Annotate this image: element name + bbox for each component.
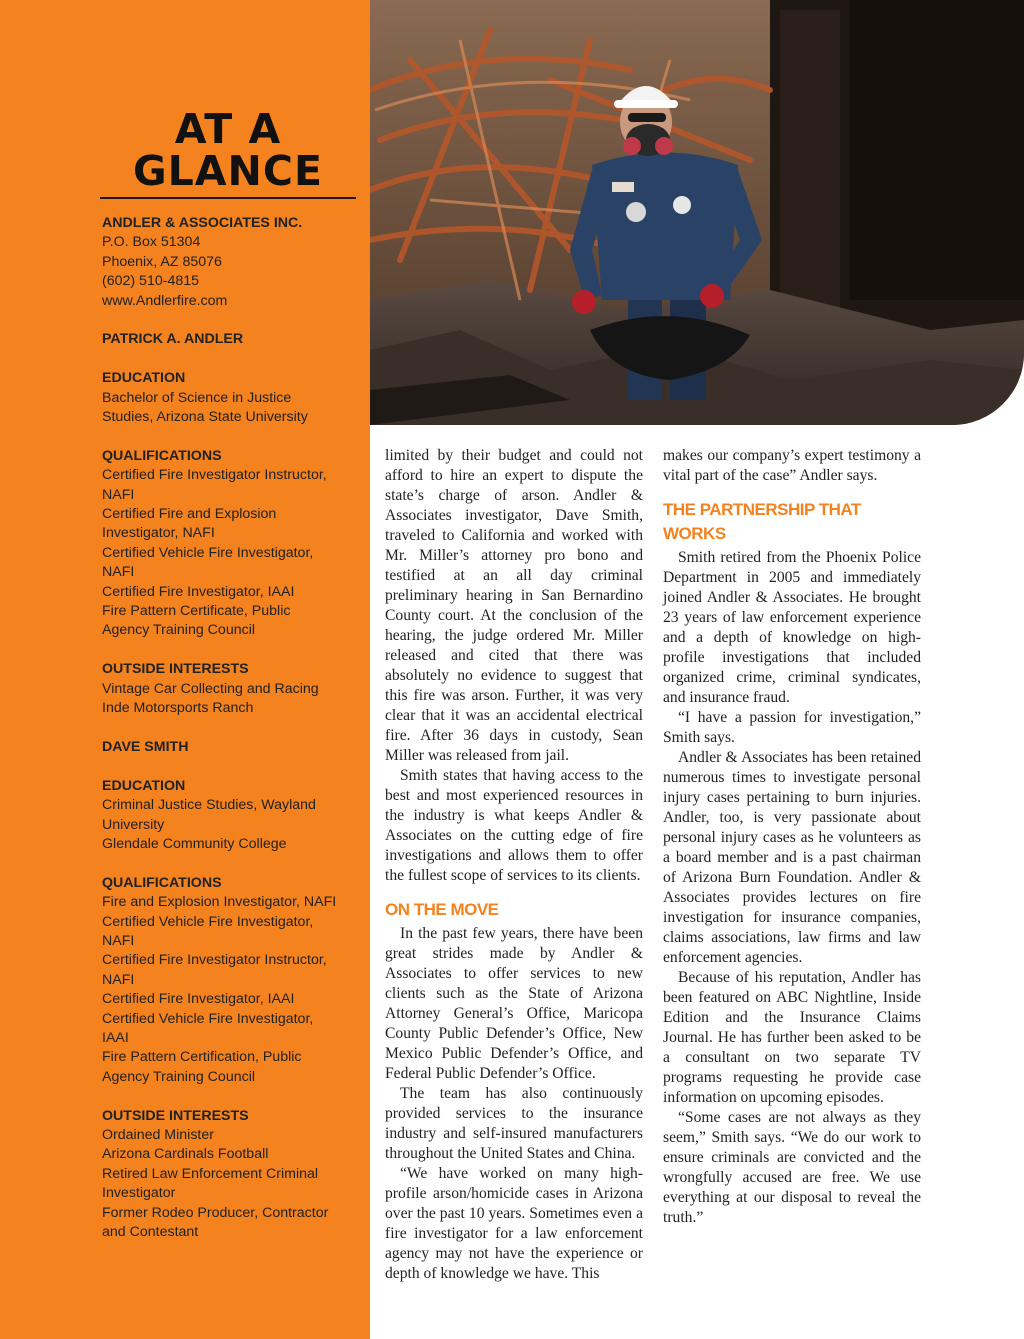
list-item: Retired Law Enforcement Criminal [102,1165,319,1182]
article-column-2 [663,446,921,1228]
list-item: Glendale Community College [102,835,287,852]
section-heading-on-the-move: ON THE MOVE [385,900,499,919]
list-item: Investigator, NAFI [102,525,215,542]
list-item: Certified Fire Investigator Instructor, [102,467,327,484]
list-item: NAFI [102,486,135,503]
list-item: NAFI [102,564,135,581]
list-item: NAFI [102,932,135,949]
smith-interests [102,1107,364,1243]
list-item: Fire Pattern Certification, Public [102,1049,302,1066]
list-item: Certified Vehicle Fire Investigator, [102,544,314,561]
person-name-smith [102,738,364,757]
section-heading: QUALIFICATIONS [102,874,222,891]
list-item: Vintage Car Collecting and Racing [102,680,319,697]
section-heading-partnership: THE PARTNERSHIP THAT WORKS [663,500,861,543]
list-item: Former Rodeo Producer, Contractor [102,1204,329,1221]
phone-number: (602) 510-4815 [102,273,200,290]
list-item: Fire and Explosion Investigator, NAFI [102,894,337,911]
andler-interests [102,660,364,718]
section-heading: EDUCATION [102,370,186,387]
sidebar-info [102,214,364,1262]
list-item: Ordained Minister [102,1126,214,1143]
website-link[interactable]: www.Andlerfire.com [102,292,228,309]
section-heading: QUALIFICATIONS [102,447,222,464]
fire-investigator-photo [370,0,1024,425]
sidebar-panel [0,0,370,1339]
list-item: University [102,816,165,833]
paragraph: Smith retired from the Phoenix Police Department in 2005 and immediately joined Andler & Associates. He brought 23 years of law enforcement experience and a depth of knowledge on high-profile investigations that included organized crime, criminal syndicates, and insurance fraud. [663,549,921,706]
company-name: ANDLER & ASSOCIATES INC. [102,215,303,231]
person-name: PATRICK A. ANDLER [102,331,244,348]
company-block [102,214,364,311]
smith-qualifications [102,874,364,1087]
list-item: Bachelor of Science in Justice [102,389,292,406]
paragraph: “Some cases are not always as they seem,” Smith says. “We do our work to ensure criminals are convicted and the wrongfully accused are free. We use everything at our disposal to reveal the truth.” [663,1109,921,1226]
list-item: Fire Pattern Certificate, Public [102,603,291,620]
list-item: Certified Fire Investigator, IAAI [102,583,295,600]
andler-education [102,369,364,427]
section-heading: OUTSIDE INTERESTS [102,661,249,678]
list-item: IAAI [102,1029,129,1046]
photo-illustration [370,0,1024,425]
paragraph: The team has also continuously provided services to the insurance industry and self-insured manufacturers throughout the United States and China. [385,1085,643,1162]
list-item: and Contestant [102,1224,199,1240]
paragraph: Smith states that having access to the best and most experienced resources in the industry is what keeps Andler & Associates on the cutting edge of fire investigations and allows them to offer the fullest scope of services to its clients. [385,767,643,884]
address-line: P.O. Box 51304 [102,234,201,251]
list-item: Certified Vehicle Fire Investigator, [102,913,314,930]
title-divider [100,197,356,199]
paragraph: limited by their budget and could not afford to hire an expert to dispute the state’s charge of arson. Andler & Associates investigator, Dave Smith, traveled to California and worked with Mr. Miller’s attorney pro bono and testified at an all day criminal preliminary hearing in San Bernardino County court. At the conclusion of the hearing, the judge ordered Mr. Miller released and cited that there was absolutely no evidence to suggest that this fire was arson. Further, it was very clear that it was an accidental electrical fire. After 36 days in custody, Sean Miller was released from jail. [385,447,643,764]
paragraph: “We have worked on many high-profile arson/homicide cases in Arizona over the past 10 years. Sometimes even a fire investigator for a law enforcement agency may not have the experience or depth of knowledge we have. This [385,1165,643,1282]
list-item: Investigator [102,1185,176,1202]
person-name-andler [102,330,364,349]
at-a-glance-title [100,105,356,195]
andler-qualifications [102,447,364,641]
smith-education [102,777,364,855]
list-item: Certified Fire Investigator, IAAI [102,991,295,1008]
list-item: Certified Vehicle Fire Investigator, [102,1010,314,1027]
list-item: Agency Training Council [102,1068,255,1085]
list-item: NAFI [102,971,135,988]
section-heading: EDUCATION [102,777,186,794]
list-item: Studies, Arizona State University [102,409,308,426]
title-line-2: GLANCE [133,147,323,195]
list-item: Certified Fire Investigator Instructor, [102,952,327,969]
paragraph: Andler & Associates has been retained numerous times to investigate personal injury cases pertaining to burn injuries. Andler, too, is very passionate about personal injury cases as he volunteers as a board member and is a past chairman of Arizona Burn Foundation. Andler & Associates provides lectures on fire investigation for insurance companies, claims associations, law firms and law enforcement agencies. [663,749,921,966]
list-item: Certified Fire and Explosion [102,506,277,523]
article-column-1 [385,446,643,1284]
address-line: Phoenix, AZ 85076 [102,253,222,270]
list-item: Agency Training Council [102,622,255,639]
list-item: Inde Motorsports Ranch [102,700,254,717]
person-name: DAVE SMITH [102,738,189,755]
list-item: Arizona Cardinals Football [102,1146,269,1163]
paragraph: Because of his reputation, Andler has been featured on ABC Nightline, Inside Edition and the Insurance Claims Journal. He has further been asked to be a consultant on two separate TV programs requesting he provide case information on upcoming episodes. [663,969,921,1106]
paragraph: “I have a passion for investigation,” Smith says. [663,709,921,746]
list-item: Criminal Justice Studies, Wayland [102,797,316,814]
title-line-1: AT A [174,105,282,153]
paragraph: In the past few years, there have been great strides made by Andler & Associates to offer services to new clients such as the State of Arizona Attorney General’s Office, Maricopa County Public Defender’s Office, New Mexico Public Defender’s Office, and Federal Public Defender’s Office. [385,925,643,1082]
paragraph: makes our company’s expert testimony a vital part of the case” Andler says. [663,447,921,484]
section-heading: OUTSIDE INTERESTS [102,1107,249,1124]
